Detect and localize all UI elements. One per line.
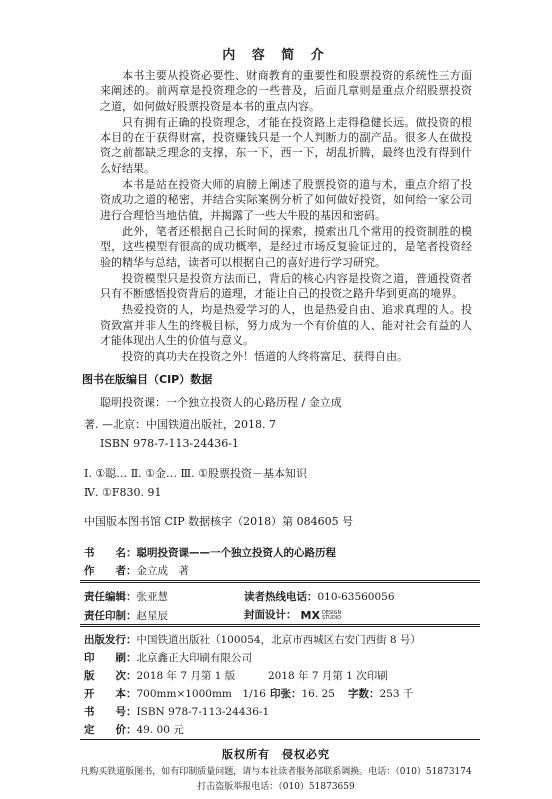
printer-label: 印 刷： xyxy=(84,652,137,664)
cip-record-number: 中国版本图书馆 CIP 数据核字（2018）第 084605 号 xyxy=(84,515,354,528)
author-row xyxy=(84,563,189,578)
editor-label: 责任编辑： xyxy=(84,591,137,603)
publisher-value: 中国铁道出版社（100054，北京市西城区右安门西街 8 号） xyxy=(136,634,421,646)
words-label: 字数： xyxy=(348,688,380,700)
author-label: 作 者： xyxy=(84,565,137,577)
copyright-notice: 版权所有 侵权必究 xyxy=(222,748,330,761)
divider xyxy=(80,624,480,627)
summary-paragraph: 此外，笔者还根据自己长时间的探索，摸索出几个常用的投资制胜的模型，这些模型有很高的成功概率，是经过市场反复验证过的，是笔者投资经验的精华与总结，读者可以根据自己的喜好进行学习研究。 xyxy=(100,224,472,269)
isbn-value: ISBN 978-7-113-24436-1 xyxy=(136,706,270,718)
summary-title: 内 容 简 介 xyxy=(222,48,330,63)
editor-value: 张亚慧 xyxy=(136,591,168,603)
summary-paragraph: 本书主要从投资必要性、财商教育的重要性和股票投资的系统性三方面来阐述的。前两章是投资理念的一些普及，后面几章则是重点介绍股票投资之道，如何做好股票投资是本书的重点内容。 xyxy=(100,69,472,113)
print-manager-row xyxy=(84,608,168,623)
cover-design-row xyxy=(244,607,341,622)
isbn-label: 书 号： xyxy=(84,706,137,718)
hotline-row xyxy=(244,589,395,604)
summary-paragraph: 只有拥有正确的投资理念，才能在投资路上走得稳健长远。做投资的根本目的在于获得财富，投资赚钱只是一个人判断力的副产品。很多人在做投资之前都缺乏理念的支撑，东一下，西一下，胡乱折腾，最终也没有得到什么好结果。 xyxy=(100,115,472,175)
sheets-label: 印张： xyxy=(270,688,302,700)
cover-design-label: 封面设计： xyxy=(244,609,297,621)
book-name-label: 书 名： xyxy=(84,547,137,559)
service-phone-line: 凡购买铁道版图书，如有印制质量问题，请与本社读者服务部联系调换。电话：（010）51873174 xyxy=(80,767,472,777)
cip-title-line: 聪明投资课：一个独立投资人的心路历程 / 金立成 xyxy=(100,396,342,409)
printing-value: 2018 年 7 月第 1 次印刷 xyxy=(268,670,388,682)
printer-value: 北京鑫正大印刷有限公司 xyxy=(136,652,252,664)
edition-label: 版 次： xyxy=(84,670,137,682)
cip-classification: Ⅰ. ①聪… Ⅱ. ①金… Ⅲ. ①股票投资－基本知识 xyxy=(84,467,307,480)
words-row xyxy=(348,686,413,701)
summary-paragraph: 投资的真功夫在投资之外！悟道的人终将富足、获得自由。 xyxy=(122,350,408,364)
isbn-row xyxy=(84,704,269,719)
summary-paragraph: 投资模型只是投资方法而已，背后的核心内容是投资之道，普通投资者只有不断感悟投资背后的道理，才能让自己的投资之路升华到更高的境界。 xyxy=(100,271,472,301)
hotline-label: 读者热线电话： xyxy=(244,591,318,603)
price-value: 49. 00 元 xyxy=(136,724,184,736)
publisher-label: 出版发行： xyxy=(84,634,137,646)
hotline-value: 010-63560056 xyxy=(317,591,395,603)
publisher-row xyxy=(84,632,421,647)
format-label: 开 本： xyxy=(84,688,137,700)
cip-isbn: ISBN 978-7-113-24436-1 xyxy=(100,437,239,450)
format-row xyxy=(84,686,266,701)
sheets-value: 16. 25 xyxy=(301,688,335,700)
divider xyxy=(80,580,480,583)
printer-row xyxy=(84,650,252,665)
words-value: 253 千 xyxy=(379,688,414,700)
design-studio-logo: MX DESIGN STUDIO xyxy=(300,608,342,622)
cip-heading: 图书在版编目（CIP）数据 xyxy=(82,373,213,386)
editor-row xyxy=(84,589,168,604)
piracy-report-line: 打击盗版举报电话：（010）51873659 xyxy=(197,782,355,792)
divider xyxy=(80,739,480,740)
print-manager-value: 赵星辰 xyxy=(136,610,168,622)
book-name-value: 聪明投资课——一个独立投资人的心路历程 xyxy=(136,547,336,559)
book-name-row xyxy=(84,545,336,560)
summary-paragraph: 本书是站在投资大师的肩膀上阐述了股票投资的道与术，重点介绍了投资成功之道的秘密，并结合实际案例分析了如何做好投资，如何给一家公司进行合理恰当地估值，并揭露了一些大牛股的基因和密码。 xyxy=(100,178,472,222)
author-value: 金立成 著 xyxy=(136,565,189,577)
price-label: 定 价： xyxy=(84,724,137,736)
sheets-row xyxy=(270,686,335,701)
summary-paragraph: 热爱投资的人，均是热爱学习的人，也是热爱自由、追求真理的人。投资致富并非人生的终极目标，努力成为一个有价值的人、能对社会有益的人才能体现出人生的价值与意义。 xyxy=(100,303,472,348)
summary-body xyxy=(100,68,472,366)
edition-row xyxy=(84,668,235,683)
print-manager-label: 责任印制： xyxy=(84,610,137,622)
price-row xyxy=(84,722,184,737)
format-value: 700mm×1000mm 1/16 xyxy=(136,688,266,700)
cip-publisher-line: 著. —北京：中国铁道出版社，2018. 7 xyxy=(84,418,276,431)
cip-classification-number: Ⅳ. ①F830. 91 xyxy=(84,486,162,499)
edition-value: 2018 年 7 月第 1 版 xyxy=(136,670,236,682)
